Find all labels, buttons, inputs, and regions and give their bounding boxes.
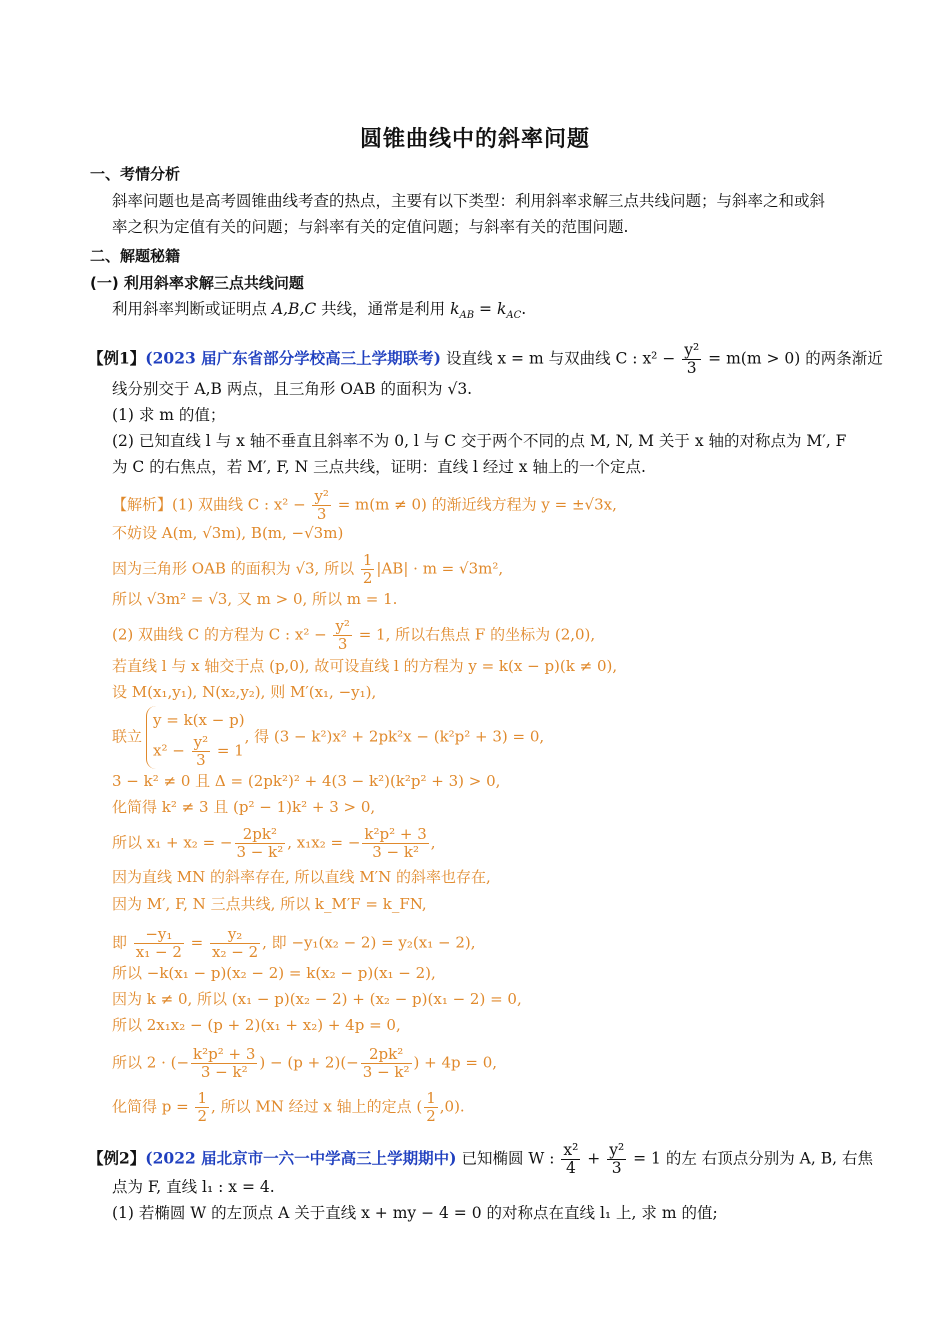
numerator: x² [563,1141,579,1159]
text: 因为三角形 OAB 的面积为 √3, 所以 [112,559,359,578]
text: x² − [153,741,190,760]
section-heading-tips: 二、解题秘籍 [90,247,181,265]
fraction [333,618,352,653]
text: = m(m ≠ 0) 的渐近线方程为 y = ±√3x, [332,495,617,514]
text: 即 [112,933,132,952]
fraction [210,926,260,961]
solution-line: 因为 M′, F, N 三点共线, 所以 k_M′F = k_FN, [112,895,427,913]
question-2-cont: 为 C 的右焦点，若 M′, F, N 三点共线，证明：直线 l 经过 x 轴上的一个定点. [112,458,646,476]
numerator: y² [684,341,700,359]
denominator: 2 [197,1107,208,1125]
example-2-line-2: 点为 F, 直线 l₁ : x = 4. [112,1178,275,1196]
solution-line: 3 − k² ≠ 0 且 Δ = (2pk²)² + 4(3 − k²)(k²p² + 3) > 0, [112,772,501,790]
denominator: 3 − k² [362,1063,410,1081]
example-tag: 【例1】 [88,348,146,368]
text: 所以 x₁ + x₂ = − [112,833,233,852]
math: A,B,C [271,300,317,318]
numerator: k²p² + 3 [193,1045,256,1063]
solution-line: 化简得 k² ≠ 3 且 (p² − 1)k² + 3 > 0, [112,798,376,816]
math-sub: AB [459,310,475,322]
example-source: (2023 届广东省部分学校高三上学期联考) [145,348,442,368]
denominator: 3 [312,505,331,523]
fraction [192,734,211,769]
math: k [496,300,507,318]
denominator: 3 [607,1159,626,1177]
numerator: y² [609,1141,625,1159]
text: = [185,933,209,952]
text: 联立 [112,727,143,746]
text: , 得 (3 − k²)x² + 2pk²x − (k²p² + 3) = 0, [244,727,545,746]
solution-line: 所以 −k(x₁ − p)(x₂ − 2) = k(x₂ − p)(x₁ − 2), [112,964,436,982]
denominator: 3 − k² [191,1063,257,1081]
numerator: y² [314,487,329,505]
solution-line [112,552,503,587]
solution-line: 因为 k ≠ 0, 所以 (x₁ − p)(x₂ − 2) + (x₂ − p)(x₁ − 2) = 0, [112,990,522,1008]
numerator: 2pk² [242,825,277,843]
solution-system-line [112,706,544,769]
numerator: y₂ [227,925,243,943]
fraction [361,1046,412,1081]
text: 化简得 p = [112,1097,194,1116]
fraction [682,342,701,377]
solution-line [112,1090,465,1125]
text: 利用斜率判断或证明点 [112,300,272,318]
numerator: −y₁ [145,925,173,943]
equation: y = k(x − p) [153,711,245,729]
text: 已知椭圆 W : [456,1149,560,1168]
text: . [521,300,527,318]
numerator: 1 [197,1089,208,1107]
example-tag: 【例2】 [88,1148,146,1168]
text: = 1 的左 右顶点分别为 A, B, 右焦 [628,1149,873,1168]
solution-line [112,826,436,861]
numerator: 1 [426,1089,436,1107]
text: (2) 双曲线 C 的方程为 C : x² − [112,625,332,644]
denominator: 3 − k² [236,843,284,861]
denominator: 2 [362,569,373,587]
fraction [312,488,331,523]
denominator: 2 [426,1107,436,1125]
question-1: (1) 若椭圆 W 的左顶点 A 关于直线 x + my − 4 = 0 的对称点在直线 l₁ 上, 求 m 的值; [112,1204,718,1222]
text: ) + 4p = 0, [413,1053,498,1072]
question-2: (2) 已知直线 l 与 x 轴不垂直且斜率不为 0, l 与 C 交于两个不同的点 M, N, M 关于 x 轴的对称点为 M′, F [112,432,847,450]
equation-system [146,706,245,769]
section-heading-analysis: 一、考情分析 [90,165,181,183]
text: ) − (p + 2)(− [259,1053,359,1072]
denominator: 3 [192,751,211,769]
numerator: k²p² + 3 [364,825,427,843]
numerator: y² [193,733,209,751]
solution-line: 所以 √3m² = √3, 又 m > 0, 所以 m = 1. [112,590,398,608]
text: = 1 [212,741,244,760]
example-1-line-1 [88,342,883,377]
denominator: x₁ − 2 [135,943,182,961]
fraction [561,1142,580,1177]
fraction [195,1090,209,1125]
text: , x₁x₂ = − [287,833,361,852]
solution-line: 若直线 l 与 x 轴交于点 (p,0), 故可设直线 l 的方程为 y = k(x − p)(k ≠ 0), [112,657,618,675]
example-2-line-1 [88,1142,873,1177]
text: 【解析】(1) 双曲线 C : x² − [112,495,311,514]
text: , 所以 MN 经过 x 轴上的定点 ( [211,1097,423,1116]
fraction [361,552,375,587]
solution-line: 设 M(x₁,y₁), N(x₂,y₂), 则 M′(x₁, −y₁), [112,683,377,701]
text: = m(m > 0) 的两条渐近 [703,349,883,368]
fraction [191,1046,257,1081]
paragraph-line [112,298,526,327]
fraction [424,1090,438,1125]
example-source: (2022 届北京市一六一中学高三上学期期中) [145,1148,457,1168]
solution-line: 不妨设 A(m, √3m), B(m, −√3m) [112,524,344,542]
text: ,0). [439,1097,465,1116]
solution-line: 所以 2x₁x₂ − (p + 2)(x₁ + x₂) + 4p = 0, [112,1016,401,1034]
fraction [607,1142,626,1177]
text: = [474,300,497,318]
denominator: 4 [561,1159,580,1177]
denominator: 3 − k² [362,843,428,861]
paragraph-line: 率之积为定值有关的问题；与斜率有关的定值问题；与斜率有关的范围问题. [112,218,629,236]
fraction [235,826,286,861]
solution-line: 因为直线 MN 的斜率存在, 所以直线 M′N 的斜率也存在, [112,868,491,886]
text: , 即 −y₁(x₂ − 2) = y₂(x₁ − 2), [262,933,476,952]
page-title: 圆锥曲线中的斜率问题 [359,126,590,152]
text: |AB| · m = √3m², [376,559,504,578]
solution-line [112,926,476,961]
text: + [582,1149,606,1168]
text: 所以 2 · (− [112,1053,190,1072]
numerator: 2pk² [369,1045,404,1063]
denominator: 3 [333,635,352,653]
text: 设直线 x = m 与双曲线 C : x² − [441,349,681,368]
denominator: x₂ − 2 [212,943,259,961]
example-1-line-2: 线分别交于 A,B 两点，且三角形 OAB 的面积为 √3. [112,380,473,398]
numerator: y² [335,617,350,635]
solution-line [112,1046,497,1081]
text: , [430,833,436,852]
text: = 1, 所以右焦点 F 的坐标为 (2,0), [353,625,596,644]
question-1: (1) 求 m 的值； [112,406,226,424]
numerator: 1 [362,551,373,569]
fraction [362,826,428,861]
math: k [450,300,460,318]
subsection-heading: (一) 利用斜率求解三点共线问题 [90,274,304,292]
fraction [134,926,184,961]
denominator: 3 [682,359,701,377]
text: 共线，通常是利用 [316,300,451,318]
solution-line [112,618,595,653]
solution-line [112,488,617,523]
equation [153,734,245,769]
paragraph-line: 斜率问题也是高考圆锥曲线考查的热点，主要有以下类型：利用斜率求解三点共线问题；与斜率之和或斜 [112,192,826,210]
math-sub: AC [506,310,522,322]
